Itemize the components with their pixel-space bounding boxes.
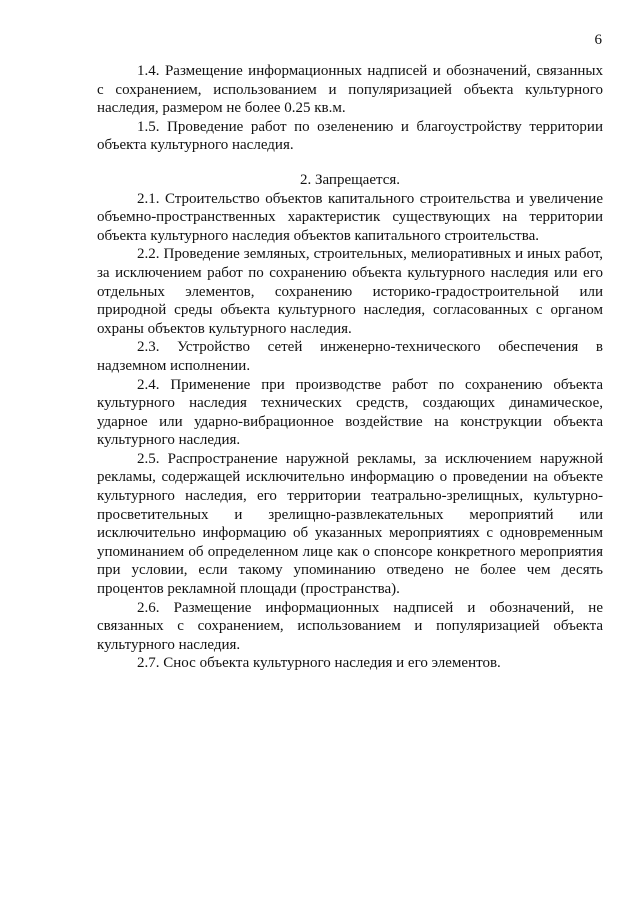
document-body (97, 62, 603, 673)
clause-2-2: 2.2. Проведение земляных, строительных, мелиоративных и иных работ, за исключением работ по сохранению объекта культурного наследия или его отдельных элементов, сохранению историко-градостроительной или природной среды объекта культурного наследия, согласованных с органом охраны объектов культурного наследия. (97, 246, 603, 337)
page-number: 6 (594, 32, 602, 48)
clause-2-3: 2.3. Устройство сетей инженерно-технического обеспечения в надземном исполнении. (97, 339, 603, 374)
clause-2-5: 2.5. Распространение наружной рекламы, за исключением наружной рекламы, содержащей исключительно информацию о проведении на объекте культурного наследия, его территории театрально-зрелищных, культурно-просветительных и зрелищно-развлекательных мероприятий или исключительно информацию об указанных мероприятиях с одновременным упоминанием об определенном лице как о спонсоре конкретного мероприятия при условии, если такому упоминанию отведено не более чем десять процентов рекламной площади (пространства). (97, 450, 603, 598)
clause-1-4: 1.4. Размещение информационных надписей и обозначений, связанных с сохранением, использованием и популяризацией объекта культурного наследия, размером не более 0.25 кв.м. (97, 63, 603, 117)
clause-2-6: 2.6. Размещение информационных надписей и обозначений, не связанных с сохранением, использованием и популяризацией объекта культурного наследия. (97, 599, 603, 653)
section-heading-prohibited: 2. Запрещается. (299, 171, 401, 188)
clause-2-7: 2.7. Снос объекта культурного наследия и его элементов. (137, 655, 501, 672)
clause-2-4: 2.4. Применение при производстве работ по сохранению объекта культурного наследия технических средств, создающих динамическое, ударное или ударно-вибрационное воздействие на конструкции объекта культурного наследия. (97, 376, 603, 449)
clause-1-5: 1.5. Проведение работ по озеленению и благоустройству территории объекта культурного наследия. (97, 118, 603, 154)
clause-2-1: 2.1. Строительство объектов капитального строительства и увеличение объемно-пространственных характеристик существующих на территории объекта культурного наследия объектов капитального строительства. (97, 190, 603, 244)
